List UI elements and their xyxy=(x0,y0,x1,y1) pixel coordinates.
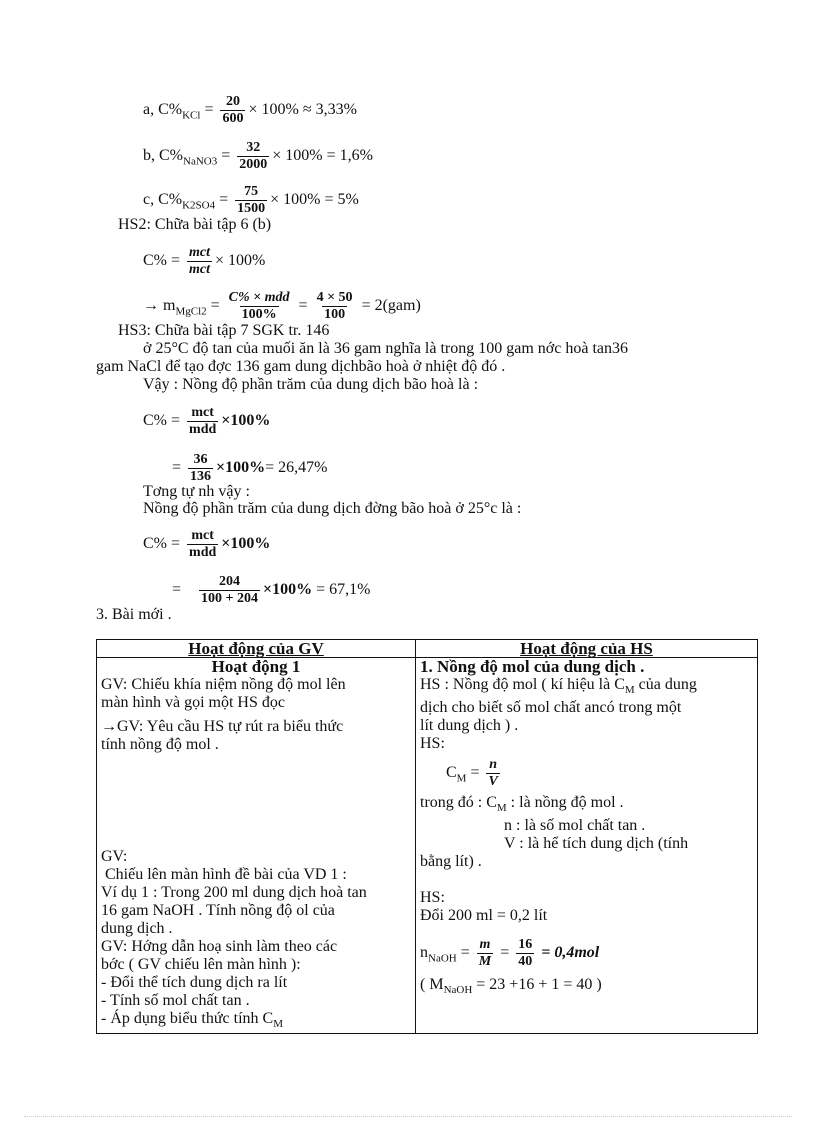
activity-table xyxy=(96,639,758,1034)
hs-section-title: 1. Nồng độ mol của dung dịch . xyxy=(420,657,645,676)
gv-text: - Đổi thể tích dung dịch ra lít xyxy=(101,974,288,991)
activity-title: Hoạt động 1 xyxy=(211,657,301,676)
gv-text: Chiếu lên màn hình đề bài của VD 1 : xyxy=(101,866,347,883)
hs-text: ( $M_{NaOH} = 23 +16 + 1 = 40$ ) xyxy=(420,976,602,997)
hs-text: trong đó : $C_M$ : là nồng độ mol . xyxy=(420,794,624,815)
gv-text: tính nồng độ mol . xyxy=(101,736,219,753)
calc-b: b, $C\%_{NaNO3}$ = $\frac{32}{2000}$ × 100% = 1,6% xyxy=(143,140,373,172)
hs3-formula: C% = $\frac{\text{mct}}{\text{mdd}}$ ×100% xyxy=(143,528,271,560)
hs2-formula: C% = $\frac{\text{mct}}{\text{mct}}$ × 100% xyxy=(143,245,266,277)
gv-cell xyxy=(97,658,416,1034)
gv-text: GV: Hớng dẫn hoạ sinh làm theo các xyxy=(101,938,338,955)
hs-text: dịch cho biết số mol chất ancó trong một xyxy=(420,699,682,717)
hs3-calc: = $\frac{204}{100 + 204}$ ×100% = 67,1% xyxy=(172,574,371,606)
gv-text: Ví dụ 1 : Trong 200 ml dung dịch hoà tan xyxy=(101,884,367,901)
fraction: $\frac{20}{600}$ xyxy=(222,94,244,126)
hs-text: HS: xyxy=(420,889,445,907)
hs3-text: Vậy : Nồng độ phần trăm của dung dịch bão hoà là : xyxy=(143,376,479,393)
hs3-calc: = $\frac{36}{136}$ ×100%= 26,47% xyxy=(172,452,328,484)
hs3-text: Tơng tự nh vậy : xyxy=(143,483,250,500)
fraction: $\frac{32}{2000}$ xyxy=(239,140,268,172)
hs-text: lít dung dịch ) . xyxy=(420,717,519,735)
hs-text: HS : Nồng độ mol ( kí hiệu là $C_M$ của dung xyxy=(420,676,697,697)
gv-text: - Áp dụng biểu thức tính $C_M$ xyxy=(101,1010,283,1031)
naoh-formula: $n_{NaOH}$ = $\frac{m}{M}$ = $\frac{16}{40}$ = 0,4mol xyxy=(420,937,600,970)
hs3-text: Nồng độ phần trăm của dung dịch đờng bão hoà ở 25°c là : xyxy=(143,500,522,517)
calc-c: c, $C\%_{K2SO4}$ = $\frac{75}{1500}$ × 100% = 5% xyxy=(143,184,359,216)
gv-text: 16 gam NaOH . Tính nồng độ ol của xyxy=(101,902,335,919)
column-header-hs: Hoạt động của HS xyxy=(416,640,758,658)
gv-text: dung dịch . xyxy=(101,920,173,937)
hs-text: Đổi 200 ml = 0,2 lít xyxy=(420,907,548,925)
fraction: $\frac{75}{1500}$ xyxy=(237,184,266,216)
hs2-title: HS2: Chữa bài tập 6 (b) xyxy=(118,216,272,233)
hs-text: bằng lít) . xyxy=(420,853,482,871)
section-heading: 3. Bài mới . xyxy=(96,606,172,623)
cm-formula: $C_M$ = $\frac{n}{V}$ xyxy=(446,757,498,790)
hs-text: n : là số mol chất tan . xyxy=(504,817,646,835)
gv-text: GV: xyxy=(101,848,128,865)
page-divider xyxy=(24,1116,792,1117)
hs3-formula: C% = $\frac{\text{mct}}{\text{mdd}}$ ×100% xyxy=(143,405,271,437)
hs-cell xyxy=(416,658,758,1034)
gv-text: bớc ( GV chiếu lên màn hình ): xyxy=(101,956,301,973)
gv-text: GV: Chiếu khía niệm nồng độ mol lên xyxy=(101,676,346,693)
hs-text: HS: xyxy=(420,735,445,753)
gv-text: màn hình và gọi một HS đọc xyxy=(101,694,285,711)
hs3-text: ở 25°C độ tan của muối ăn là 36 gam nghĩa là trong 100 gam nớc hoà tan36 xyxy=(143,340,628,357)
hs3-title: HS3: Chữa bài tập 7 SGK tr. 146 xyxy=(118,322,330,339)
gv-text: - Tính số mol chất tan . xyxy=(101,992,250,1009)
hs-text: V : là hể tích dung dịch (tính xyxy=(504,835,689,853)
calc-a: a, $C\%_{KCl}$ = $\frac{20}{600}$ × 100% ≈ 3,33% xyxy=(143,94,357,126)
hs2-calc: → $m_{MgCl2}$ = $\frac{\text{C\% × mdd}}{100\%}$ = $\frac{4 \times 50}{100}$ = 2(gam) xyxy=(143,290,421,322)
column-header-gv: Hoạt động của GV xyxy=(97,640,416,658)
gv-text: →GV: Yêu cầu HS tự rút ra biểu thức xyxy=(101,718,344,735)
hs3-text: gam NaCl để tạo đợc 136 gam dung dịchbão hoà ở nhiệt độ đó . xyxy=(96,358,506,375)
